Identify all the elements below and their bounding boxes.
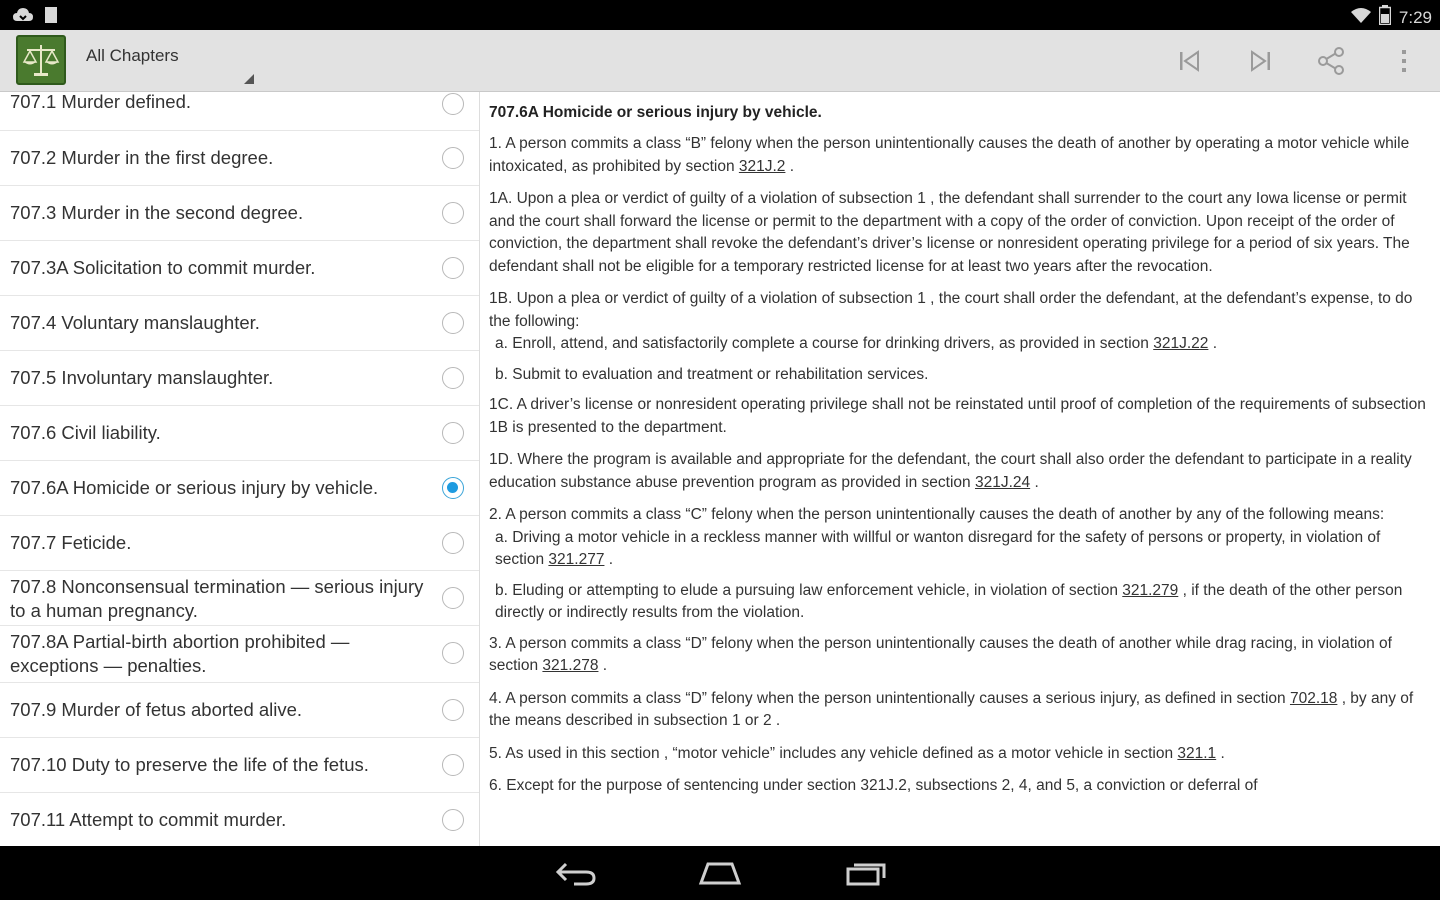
section-list-item[interactable]	[0, 296, 480, 351]
paragraph-text: 1C. A driver’s license or nonresident operating privilege shall not be reinstated until proof of completion of the requirements of subsection 1B is presented to the department.	[489, 396, 1426, 436]
section-list-item-label: 707.6A Homicide or serious injury by vehicle.	[10, 477, 379, 498]
section-content	[481, 92, 1440, 846]
paragraph-text: 2. A person commits a class “C” felony when the person unintentionally causes the death of another by any of the following means:	[489, 506, 1385, 523]
home-icon[interactable]	[696, 858, 744, 888]
previous-section-icon[interactable]	[1172, 44, 1206, 78]
section-radio[interactable]	[442, 642, 464, 664]
section-list-item-label: 707.2 Murder in the first degree.	[10, 147, 274, 168]
section-list-item[interactable]	[0, 793, 480, 846]
section-radio[interactable]	[442, 587, 464, 609]
section-list-item-label: 707.7 Feticide.	[10, 532, 132, 553]
section-radio[interactable]	[442, 754, 464, 776]
section-reference-link[interactable]: 321.1	[1177, 744, 1217, 762]
section-list-item[interactable]	[0, 516, 480, 571]
section-list-item-label: 707.3 Murder in the second degree.	[10, 202, 304, 223]
navigation-bar	[0, 846, 1440, 900]
section-reference-link[interactable]: 321.277	[548, 551, 605, 568]
paragraph-text: a. Driving a motor vehicle in a reckless manner with willful or wanton disregard for the safety of persons or property, in violation of section	[495, 528, 1381, 568]
section-list-item-label: 707.5 Involuntary manslaughter.	[10, 367, 274, 388]
section-radio[interactable]	[442, 202, 464, 224]
section-list-item[interactable]	[0, 571, 480, 626]
paragraph	[489, 133, 1432, 178]
section-list-item-label: 707.8A Partial-birth abortion prohibited — exceptions — penalties.	[10, 631, 350, 676]
section-radio[interactable]	[442, 257, 464, 279]
paragraph-text: 1B. Upon a plea or verdict of guilty of a violation of subsection 1 , the court shall order the defendant, at the defendant’s expense, to do the following:	[489, 290, 1413, 330]
section-list-item-label: 707.3A Solicitation to commit murder.	[10, 257, 316, 278]
paragraph-text: 1. A person commits a class “B” felony when the person unintentionally causes the death of another by operating a motor vehicle while intoxicated, as prohibited by section	[489, 135, 1410, 175]
paragraph-text-after: .	[1208, 335, 1218, 352]
paragraph	[489, 688, 1432, 733]
sub-paragraph	[489, 364, 1432, 387]
clock: 7:29	[1398, 7, 1432, 27]
dropdown-triangle-icon	[244, 74, 254, 84]
section-list-item-label: 707.9 Murder of fetus aborted alive.	[10, 699, 303, 720]
paragraph-text-after: .	[598, 657, 608, 674]
section-reference-link[interactable]: 321.278	[542, 657, 599, 674]
paragraph	[489, 775, 1432, 798]
recent-apps-icon[interactable]	[842, 858, 890, 888]
paragraph-text-after: .	[1216, 744, 1225, 762]
scales-of-justice-icon[interactable]	[16, 35, 66, 85]
paragraph-text: 5. As used in this section , “motor vehicle” includes any vehicle defined as a motor vehicle in section	[489, 744, 1178, 762]
back-icon[interactable]	[552, 858, 600, 888]
paragraph	[489, 394, 1432, 439]
wifi-icon	[1351, 7, 1371, 28]
cloud-icon	[12, 7, 34, 28]
paragraph	[489, 449, 1432, 494]
section-list-item[interactable]	[0, 131, 480, 186]
battery-icon	[1379, 5, 1391, 30]
section-list-item[interactable]	[0, 92, 480, 131]
sd-card-icon	[44, 6, 58, 29]
section-list-item[interactable]	[0, 351, 480, 406]
section-list-item[interactable]	[0, 683, 480, 738]
section-list-item-label: 707.4 Voluntary manslaughter.	[10, 312, 260, 333]
status-bar	[0, 0, 1440, 30]
chapter-selector-label: All Chapters	[86, 46, 179, 65]
section-reference-link[interactable]: 321J.24	[974, 473, 1031, 491]
section-radio[interactable]	[442, 147, 464, 169]
paragraph-text: 1A. Upon a plea or verdict of guilty of a violation of subsection 1 , the defendant shall surrender to the court any Iowa license or permit and the court shall forward the license or permit to the department with a copy of the order of conviction. Upon receipt of the order of conviction, the department shall revoke the defendant’s driver’s license or nonresident operating privilege for a period of six years. The defendant shall not be eligible for a temporary restricted license for at least two years after the revocation.	[489, 190, 1410, 275]
next-section-icon[interactable]	[1244, 44, 1278, 78]
section-list-item[interactable]	[0, 626, 480, 683]
section-list-item[interactable]	[0, 186, 480, 241]
share-icon[interactable]	[1314, 44, 1348, 78]
section-list-item-label: 707.10 Duty to preserve the life of the fetus.	[10, 754, 369, 775]
paragraph-text: 4. A person commits a class “D” felony when the person unintentionally causes a serious injury, as defined in section	[489, 689, 1290, 707]
section-reference-link[interactable]: 702.18	[1289, 689, 1338, 707]
section-radio[interactable]	[442, 699, 464, 721]
section-radio-selected[interactable]	[442, 477, 464, 499]
section-list-item[interactable]	[0, 406, 480, 461]
paragraph-text-after: .	[604, 551, 614, 568]
sub-paragraph	[489, 580, 1432, 625]
section-list-item[interactable]	[0, 461, 480, 516]
section-list-item[interactable]	[0, 738, 480, 793]
paragraph	[489, 633, 1432, 678]
section-radio[interactable]	[442, 367, 464, 389]
section-list	[0, 92, 480, 846]
paragraph-text: a. Enroll, attend, and satisfactorily complete a course for drinking drivers, as provided in section	[495, 335, 1154, 352]
section-reference-link[interactable]: 321.279	[1122, 581, 1179, 599]
paragraph-text: b. Eluding or attempting to elude a pursuing law enforcement vehicle, in violation of section	[495, 581, 1123, 599]
paragraph-text-after: .	[785, 157, 795, 175]
section-reference-link[interactable]: 321J.22	[1153, 335, 1209, 352]
paragraph	[489, 743, 1432, 766]
sub-paragraph	[489, 527, 1432, 572]
section-list-item-label: 707.8 Nonconsensual termination — serious injury to a human pregnancy.	[10, 576, 424, 621]
section-list-item-label: 707.6 Civil liability.	[10, 422, 161, 443]
paragraph-text-after: , by any of the means described in subsection 1 or 2 .	[489, 689, 1414, 729]
section-radio[interactable]	[442, 422, 464, 444]
sub-paragraph	[489, 333, 1432, 356]
section-list-item-label: 707.11 Attempt to commit murder.	[10, 809, 287, 830]
section-radio[interactable]	[442, 93, 464, 115]
section-reference-link[interactable]: 321J.2	[738, 157, 786, 175]
paragraph	[489, 188, 1432, 278]
section-radio[interactable]	[442, 312, 464, 334]
section-title: 707.6A Homicide or serious injury by vehicle.	[489, 104, 822, 121]
section-list-item-label: 707.1 Murder defined.	[10, 92, 192, 112]
paragraph-text: 3. A person commits a class “D” felony when the person unintentionally causes the death of another while drag racing, in violation of section	[489, 634, 1392, 674]
paragraph-text-after: .	[1030, 473, 1039, 491]
paragraph-text: 1D. Where the program is available and appropriate for the defendant, the court shall also order the defendant to participate in a reality education substance abuse prevention program as provided in section	[489, 451, 1412, 491]
overflow-menu-icon[interactable]	[1387, 44, 1421, 78]
paragraph	[489, 504, 1432, 527]
action-bar	[0, 30, 1440, 92]
section-list-item[interactable]	[0, 241, 480, 296]
paragraph-text: 6. Except for the purpose of sentencing under section 321J.2, subsections 2, 4, and 5, a conviction or deferral of	[489, 777, 1258, 794]
paragraph-text: b. Submit to evaluation and treatment or rehabilitation services.	[495, 365, 929, 383]
section-radio[interactable]	[442, 532, 464, 554]
section-radio[interactable]	[442, 809, 464, 831]
chapter-selector[interactable]	[86, 46, 256, 86]
paragraph-text-after: , if the death of the other person directly or indirectly results from the violation.	[495, 581, 1403, 621]
paragraph	[489, 288, 1432, 333]
